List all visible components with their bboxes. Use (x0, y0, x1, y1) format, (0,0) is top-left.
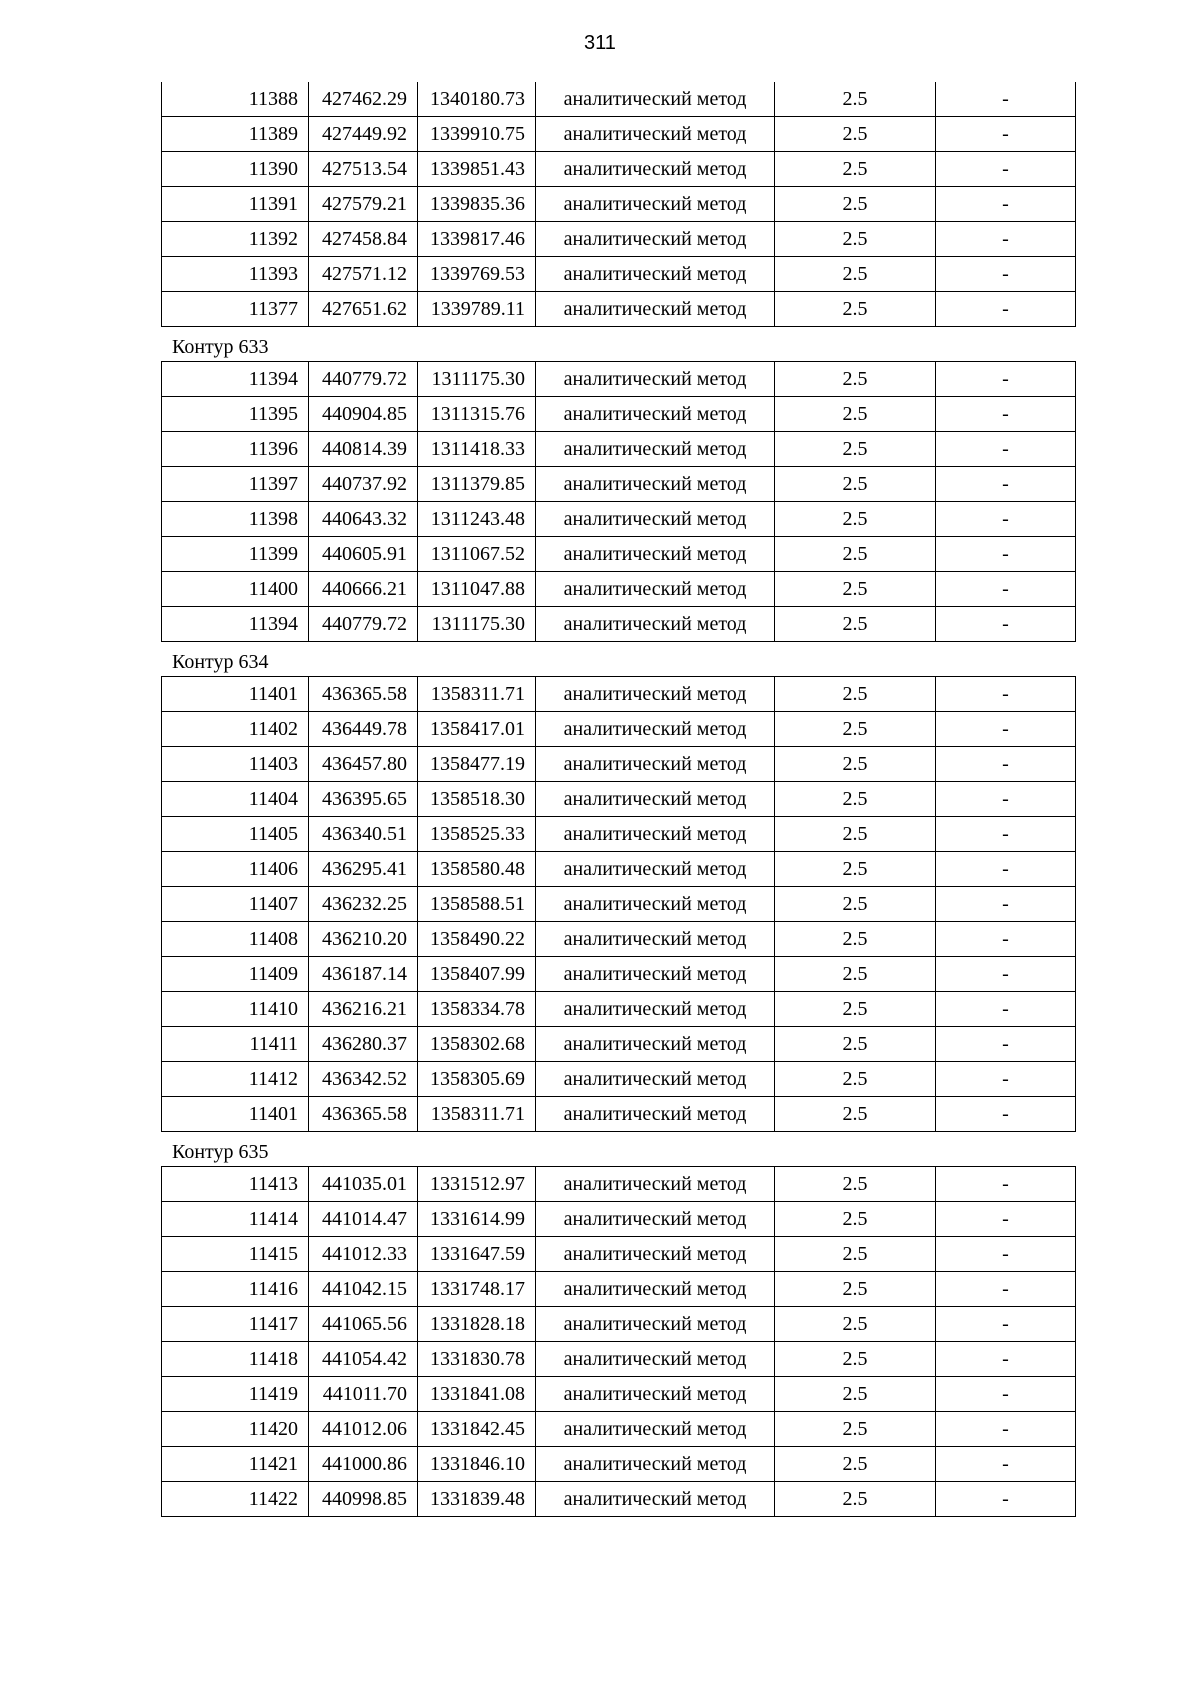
method-cell: аналитический метод (536, 607, 775, 642)
y-coordinate-cell: 1311067.52 (418, 537, 536, 572)
point-number-cell: 11421 (162, 1447, 309, 1482)
method-cell: аналитический метод (536, 1377, 775, 1412)
table-row (162, 187, 1076, 222)
method-cell: аналитический метод (536, 1167, 775, 1202)
point-number-cell: 11408 (162, 922, 309, 957)
method-cell: аналитический метод (536, 1202, 775, 1237)
note-cell: - (936, 152, 1076, 187)
accuracy-cell: 2.5 (775, 117, 936, 152)
accuracy-cell: 2.5 (775, 1412, 936, 1447)
y-coordinate-cell: 1358334.78 (418, 992, 536, 1027)
point-number-cell: 11419 (162, 1377, 309, 1412)
note-cell: - (936, 712, 1076, 747)
note-cell: - (936, 1167, 1076, 1202)
accuracy-cell: 2.5 (775, 782, 936, 817)
x-coordinate-cell: 440779.72 (309, 362, 418, 397)
x-coordinate-cell: 440998.85 (309, 1482, 418, 1517)
note-cell: - (936, 397, 1076, 432)
y-coordinate-cell: 1311379.85 (418, 467, 536, 502)
accuracy-cell: 2.5 (775, 1062, 936, 1097)
table-row (162, 607, 1076, 642)
y-coordinate-cell: 1340180.73 (418, 82, 536, 117)
x-coordinate-cell: 436365.58 (309, 1097, 418, 1132)
contour-sections (161, 82, 1075, 1517)
point-number-cell: 11394 (162, 607, 309, 642)
y-coordinate-cell: 1358417.01 (418, 712, 536, 747)
method-cell: аналитический метод (536, 1342, 775, 1377)
point-number-cell: 11417 (162, 1307, 309, 1342)
table-row (162, 502, 1076, 537)
table-row (162, 1447, 1076, 1482)
x-coordinate-cell: 427462.29 (309, 82, 418, 117)
method-cell: аналитический метод (536, 1097, 775, 1132)
note-cell: - (936, 1062, 1076, 1097)
accuracy-cell: 2.5 (775, 82, 936, 117)
accuracy-cell: 2.5 (775, 747, 936, 782)
table-row (162, 1027, 1076, 1062)
accuracy-cell: 2.5 (775, 1202, 936, 1237)
note-cell: - (936, 362, 1076, 397)
method-cell: аналитический метод (536, 957, 775, 992)
table-row (162, 1167, 1076, 1202)
note-cell: - (936, 467, 1076, 502)
table-row (162, 887, 1076, 922)
y-coordinate-cell: 1358588.51 (418, 887, 536, 922)
accuracy-cell: 2.5 (775, 432, 936, 467)
table-row (162, 1307, 1076, 1342)
note-cell: - (936, 187, 1076, 222)
point-number-cell: 11406 (162, 852, 309, 887)
x-coordinate-cell: 436187.14 (309, 957, 418, 992)
note-cell: - (936, 1027, 1076, 1062)
table-row (162, 817, 1076, 852)
table-row (162, 922, 1076, 957)
point-number-cell: 11415 (162, 1237, 309, 1272)
table-row (162, 1097, 1076, 1132)
method-cell: аналитический метод (536, 1307, 775, 1342)
method-cell: аналитический метод (536, 362, 775, 397)
x-coordinate-cell: 440605.91 (309, 537, 418, 572)
method-cell: аналитический метод (536, 922, 775, 957)
method-cell: аналитический метод (536, 852, 775, 887)
table-row (162, 292, 1076, 327)
y-coordinate-cell: 1358518.30 (418, 782, 536, 817)
table-row (162, 222, 1076, 257)
table-row (162, 572, 1076, 607)
x-coordinate-cell: 436295.41 (309, 852, 418, 887)
point-number-cell: 11405 (162, 817, 309, 852)
table-row (162, 992, 1076, 1027)
y-coordinate-cell: 1339835.36 (418, 187, 536, 222)
table-row (162, 782, 1076, 817)
y-coordinate-cell: 1331846.10 (418, 1447, 536, 1482)
note-cell: - (936, 1412, 1076, 1447)
x-coordinate-cell: 440643.32 (309, 502, 418, 537)
accuracy-cell: 2.5 (775, 887, 936, 922)
table-row (162, 362, 1076, 397)
method-cell: аналитический метод (536, 292, 775, 327)
note-cell: - (936, 502, 1076, 537)
y-coordinate-cell: 1331647.59 (418, 1237, 536, 1272)
y-coordinate-cell: 1331828.18 (418, 1307, 536, 1342)
y-coordinate-cell: 1311418.33 (418, 432, 536, 467)
method-cell: аналитический метод (536, 152, 775, 187)
note-cell: - (936, 747, 1076, 782)
x-coordinate-cell: 436342.52 (309, 1062, 418, 1097)
method-cell: аналитический метод (536, 782, 775, 817)
note-cell: - (936, 82, 1076, 117)
point-number-cell: 11401 (162, 677, 309, 712)
point-number-cell: 11377 (162, 292, 309, 327)
x-coordinate-cell: 427513.54 (309, 152, 418, 187)
x-coordinate-cell: 441000.86 (309, 1447, 418, 1482)
note-cell: - (936, 992, 1076, 1027)
accuracy-cell: 2.5 (775, 502, 936, 537)
note-cell: - (936, 222, 1076, 257)
y-coordinate-cell: 1331830.78 (418, 1342, 536, 1377)
x-coordinate-cell: 436232.25 (309, 887, 418, 922)
table-row (162, 117, 1076, 152)
y-coordinate-cell: 1358311.71 (418, 1097, 536, 1132)
table-row (162, 1237, 1076, 1272)
method-cell: аналитический метод (536, 747, 775, 782)
method-cell: аналитический метод (536, 432, 775, 467)
note-cell: - (936, 1237, 1076, 1272)
y-coordinate-cell: 1311175.30 (418, 362, 536, 397)
note-cell: - (936, 1202, 1076, 1237)
note-cell: - (936, 292, 1076, 327)
accuracy-cell: 2.5 (775, 1272, 936, 1307)
table-row (162, 257, 1076, 292)
method-cell: аналитический метод (536, 467, 775, 502)
method-cell: аналитический метод (536, 992, 775, 1027)
point-number-cell: 11401 (162, 1097, 309, 1132)
note-cell: - (936, 1097, 1076, 1132)
point-number-cell: 11389 (162, 117, 309, 152)
method-cell: аналитический метод (536, 1027, 775, 1062)
y-coordinate-cell: 1339789.11 (418, 292, 536, 327)
accuracy-cell: 2.5 (775, 362, 936, 397)
y-coordinate-cell: 1331839.48 (418, 1482, 536, 1517)
point-number-cell: 11409 (162, 957, 309, 992)
table-row (162, 1202, 1076, 1237)
point-number-cell: 11399 (162, 537, 309, 572)
point-number-cell: 11397 (162, 467, 309, 502)
x-coordinate-cell: 436280.37 (309, 1027, 418, 1062)
table-row (162, 1272, 1076, 1307)
method-cell: аналитический метод (536, 677, 775, 712)
y-coordinate-cell: 1339769.53 (418, 257, 536, 292)
accuracy-cell: 2.5 (775, 817, 936, 852)
coordinates-table (161, 82, 1076, 327)
y-coordinate-cell: 1311243.48 (418, 502, 536, 537)
table-row (162, 537, 1076, 572)
method-cell: аналитический метод (536, 1412, 775, 1447)
y-coordinate-cell: 1331841.08 (418, 1377, 536, 1412)
accuracy-cell: 2.5 (775, 957, 936, 992)
accuracy-cell: 2.5 (775, 852, 936, 887)
accuracy-cell: 2.5 (775, 1307, 936, 1342)
point-number-cell: 11395 (162, 397, 309, 432)
y-coordinate-cell: 1358477.19 (418, 747, 536, 782)
point-number-cell: 11392 (162, 222, 309, 257)
note-cell: - (936, 117, 1076, 152)
y-coordinate-cell: 1311175.30 (418, 607, 536, 642)
accuracy-cell: 2.5 (775, 187, 936, 222)
note-cell: - (936, 782, 1076, 817)
table-row (162, 1412, 1076, 1447)
x-coordinate-cell: 441054.42 (309, 1342, 418, 1377)
y-coordinate-cell: 1358580.48 (418, 852, 536, 887)
method-cell: аналитический метод (536, 222, 775, 257)
y-coordinate-cell: 1339817.46 (418, 222, 536, 257)
method-cell: аналитический метод (536, 1482, 775, 1517)
method-cell: аналитический метод (536, 537, 775, 572)
coordinates-table (161, 676, 1076, 1132)
y-coordinate-cell: 1358525.33 (418, 817, 536, 852)
y-coordinate-cell: 1311315.76 (418, 397, 536, 432)
note-cell: - (936, 677, 1076, 712)
x-coordinate-cell: 436457.80 (309, 747, 418, 782)
method-cell: аналитический метод (536, 817, 775, 852)
note-cell: - (936, 922, 1076, 957)
point-number-cell: 11402 (162, 712, 309, 747)
coordinates-table (161, 1166, 1076, 1517)
contour-title: Контур 633 (172, 336, 269, 358)
point-number-cell: 11412 (162, 1062, 309, 1097)
method-cell: аналитический метод (536, 82, 775, 117)
point-number-cell: 11391 (162, 187, 309, 222)
method-cell: аналитический метод (536, 502, 775, 537)
x-coordinate-cell: 441011.70 (309, 1377, 418, 1412)
x-coordinate-cell: 427458.84 (309, 222, 418, 257)
accuracy-cell: 2.5 (775, 1342, 936, 1377)
y-coordinate-cell: 1358490.22 (418, 922, 536, 957)
note-cell: - (936, 1447, 1076, 1482)
accuracy-cell: 2.5 (775, 1377, 936, 1412)
y-coordinate-cell: 1358302.68 (418, 1027, 536, 1062)
x-coordinate-cell: 441035.01 (309, 1167, 418, 1202)
table-row (162, 677, 1076, 712)
point-number-cell: 11422 (162, 1482, 309, 1517)
note-cell: - (936, 1482, 1076, 1517)
accuracy-cell: 2.5 (775, 222, 936, 257)
accuracy-cell: 2.5 (775, 1482, 936, 1517)
accuracy-cell: 2.5 (775, 397, 936, 432)
note-cell: - (936, 572, 1076, 607)
point-number-cell: 11400 (162, 572, 309, 607)
x-coordinate-cell: 441042.15 (309, 1272, 418, 1307)
note-cell: - (936, 257, 1076, 292)
method-cell: аналитический метод (536, 397, 775, 432)
x-coordinate-cell: 436216.21 (309, 992, 418, 1027)
table-row (162, 1342, 1076, 1377)
point-number-cell: 11396 (162, 432, 309, 467)
accuracy-cell: 2.5 (775, 1167, 936, 1202)
method-cell: аналитический метод (536, 572, 775, 607)
accuracy-cell: 2.5 (775, 1027, 936, 1062)
accuracy-cell: 2.5 (775, 1237, 936, 1272)
y-coordinate-cell: 1358311.71 (418, 677, 536, 712)
x-coordinate-cell: 440779.72 (309, 607, 418, 642)
y-coordinate-cell: 1358305.69 (418, 1062, 536, 1097)
accuracy-cell: 2.5 (775, 712, 936, 747)
x-coordinate-cell: 436210.20 (309, 922, 418, 957)
method-cell: аналитический метод (536, 187, 775, 222)
x-coordinate-cell: 441014.47 (309, 1202, 418, 1237)
method-cell: аналитический метод (536, 257, 775, 292)
y-coordinate-cell: 1331614.99 (418, 1202, 536, 1237)
method-cell: аналитический метод (536, 887, 775, 922)
table-row (162, 467, 1076, 502)
point-number-cell: 11414 (162, 1202, 309, 1237)
coordinates-table (161, 361, 1076, 642)
table-row (162, 957, 1076, 992)
accuracy-cell: 2.5 (775, 257, 936, 292)
table-row (162, 852, 1076, 887)
x-coordinate-cell: 436449.78 (309, 712, 418, 747)
contour-title: Контур 634 (172, 651, 269, 673)
x-coordinate-cell: 436340.51 (309, 817, 418, 852)
table-row (162, 1062, 1076, 1097)
accuracy-cell: 2.5 (775, 152, 936, 187)
x-coordinate-cell: 441012.33 (309, 1237, 418, 1272)
point-number-cell: 11393 (162, 257, 309, 292)
x-coordinate-cell: 441065.56 (309, 1307, 418, 1342)
x-coordinate-cell: 440904.85 (309, 397, 418, 432)
point-number-cell: 11404 (162, 782, 309, 817)
contour-title: Контур 635 (172, 1141, 269, 1163)
point-number-cell: 11403 (162, 747, 309, 782)
point-number-cell: 11390 (162, 152, 309, 187)
y-coordinate-cell: 1331748.17 (418, 1272, 536, 1307)
point-number-cell: 11398 (162, 502, 309, 537)
x-coordinate-cell: 440666.21 (309, 572, 418, 607)
table-row (162, 712, 1076, 747)
accuracy-cell: 2.5 (775, 572, 936, 607)
table-row (162, 432, 1076, 467)
note-cell: - (936, 1272, 1076, 1307)
note-cell: - (936, 852, 1076, 887)
accuracy-cell: 2.5 (775, 467, 936, 502)
y-coordinate-cell: 1331512.97 (418, 1167, 536, 1202)
method-cell: аналитический метод (536, 1272, 775, 1307)
accuracy-cell: 2.5 (775, 537, 936, 572)
note-cell: - (936, 957, 1076, 992)
note-cell: - (936, 607, 1076, 642)
page-number: 311 (584, 32, 616, 54)
accuracy-cell: 2.5 (775, 677, 936, 712)
note-cell: - (936, 1342, 1076, 1377)
method-cell: аналитический метод (536, 1447, 775, 1482)
x-coordinate-cell: 436365.58 (309, 677, 418, 712)
accuracy-cell: 2.5 (775, 607, 936, 642)
y-coordinate-cell: 1358407.99 (418, 957, 536, 992)
table-row (162, 152, 1076, 187)
x-coordinate-cell: 436395.65 (309, 782, 418, 817)
method-cell: аналитический метод (536, 712, 775, 747)
note-cell: - (936, 1307, 1076, 1342)
note-cell: - (936, 432, 1076, 467)
accuracy-cell: 2.5 (775, 992, 936, 1027)
point-number-cell: 11407 (162, 887, 309, 922)
accuracy-cell: 2.5 (775, 292, 936, 327)
x-coordinate-cell: 427571.12 (309, 257, 418, 292)
point-number-cell: 11418 (162, 1342, 309, 1377)
y-coordinate-cell: 1339910.75 (418, 117, 536, 152)
table-row (162, 747, 1076, 782)
x-coordinate-cell: 440737.92 (309, 467, 418, 502)
note-cell: - (936, 887, 1076, 922)
point-number-cell: 11411 (162, 1027, 309, 1062)
note-cell: - (936, 1377, 1076, 1412)
accuracy-cell: 2.5 (775, 1447, 936, 1482)
point-number-cell: 11413 (162, 1167, 309, 1202)
point-number-cell: 11388 (162, 82, 309, 117)
x-coordinate-cell: 427579.21 (309, 187, 418, 222)
x-coordinate-cell: 441012.06 (309, 1412, 418, 1447)
point-number-cell: 11420 (162, 1412, 309, 1447)
note-cell: - (936, 537, 1076, 572)
method-cell: аналитический метод (536, 117, 775, 152)
method-cell: аналитический метод (536, 1237, 775, 1272)
table-row (162, 1482, 1076, 1517)
method-cell: аналитический метод (536, 1062, 775, 1097)
accuracy-cell: 2.5 (775, 1097, 936, 1132)
x-coordinate-cell: 440814.39 (309, 432, 418, 467)
point-number-cell: 11410 (162, 992, 309, 1027)
table-row (162, 397, 1076, 432)
accuracy-cell: 2.5 (775, 922, 936, 957)
table-row (162, 1377, 1076, 1412)
y-coordinate-cell: 1331842.45 (418, 1412, 536, 1447)
x-coordinate-cell: 427651.62 (309, 292, 418, 327)
y-coordinate-cell: 1339851.43 (418, 152, 536, 187)
table-row (162, 82, 1076, 117)
point-number-cell: 11394 (162, 362, 309, 397)
x-coordinate-cell: 427449.92 (309, 117, 418, 152)
note-cell: - (936, 817, 1076, 852)
point-number-cell: 11416 (162, 1272, 309, 1307)
y-coordinate-cell: 1311047.88 (418, 572, 536, 607)
